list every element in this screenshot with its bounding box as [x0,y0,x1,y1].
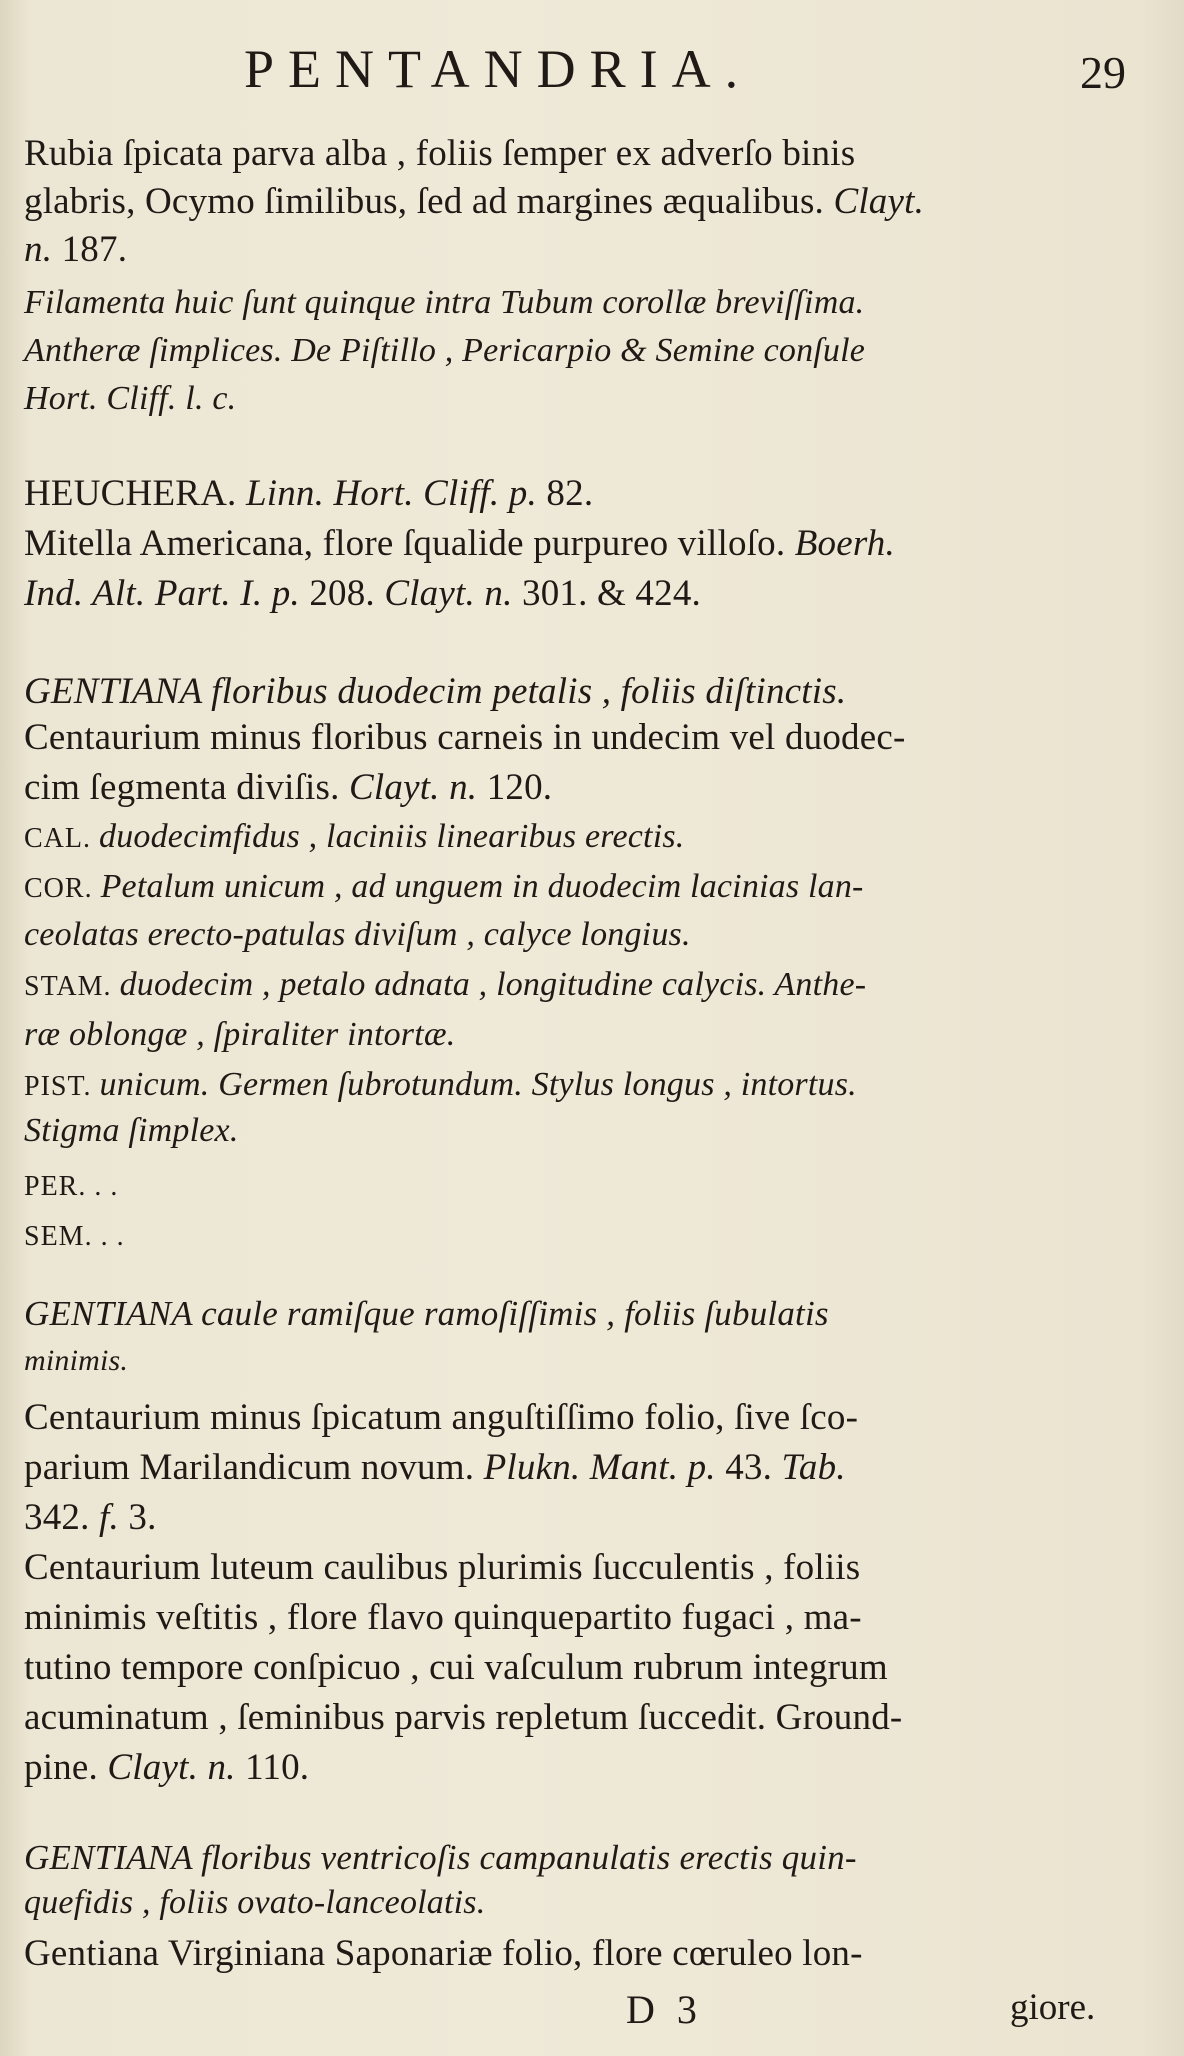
text-line: PER. . . [24,1171,119,1202]
running-head: PENTANDRIA. [244,39,753,99]
text-line: Centaurium minus ſpicatum anguſtiſſimo folio, ſive ſco- [24,1397,859,1438]
text-line: Rubia ſpicata parva alba , foliis ſemper ex adverſo binis [24,133,856,174]
text-line: CAL. duodecimfidus , laciniis linearibus erectis. [24,818,685,855]
text-line: ceolatas erecto-patulas diviſum , calyce longius. [24,916,691,953]
text-line: ræ oblongæ , ſpiraliter intortæ. [24,1016,456,1053]
text-line: GENTIANA floribus duodecim petalis , foliis diſtinctis. [24,671,847,712]
text-line: acuminatum , ſeminibus parvis repletum ſuccedit. Ground- [24,1697,903,1738]
text-line: Gentiana Virginiana Saponariæ folio, flore cœruleo lon- [24,1933,863,1974]
text-line: SEM. . . [24,1221,125,1252]
text-line: STAM. duodecim , petalo adnata , longitudine calycis. Anthe- [24,966,867,1003]
text-line: HEUCHERA. Linn. Hort. Cliff. p. 82. [24,473,594,514]
text-line: Ind. Alt. Part. I. p. 208. Clayt. n. 301. & 424. [24,573,701,614]
text-line: glabris, Ocymo ſimilibus, ſed ad margines æqualibus. Clayt. [24,181,925,222]
text-line: GENTIANA caule ramiſque ramoſiſſimis , foliis ſubulatis [24,1294,829,1333]
text-line: pine. Clayt. n. 110. [24,1747,310,1788]
text-line: minimis. [24,1344,129,1377]
text-line: tutino tempore conſpicuo , cui vaſculum rubrum integrum [24,1647,888,1688]
page-number: 29 [1080,47,1126,98]
text-line: COR. Petalum unicum , ad unguem in duodecim lacinias lan- [24,868,864,905]
text-line: Antheræ ſimplices. De Piſtillo , Pericarpio & Semine conſule [24,332,866,369]
text-line: Filamenta huic ſunt quinque intra Tubum corollæ breviſſima. [24,284,865,321]
text-line: quefidis , foliis ovato-lanceolatis. [24,1884,486,1921]
text-line: Mitella Americana, flore ſqualide purpureo villoſo. Boerh. [24,523,895,564]
text-line: n. 187. [24,229,128,270]
signature-mark: D 3 [626,1987,703,2032]
text-line: cim ſegmenta diviſis. Clayt. n. 120. [24,767,553,808]
text-line: Stigma ſimplex. [24,1112,239,1149]
text-line: PIST. unicum. Germen ſubrotundum. Stylus longus , intortus. [24,1066,857,1103]
text-line: Centaurium minus floribus carneis in undecim vel duodec- [24,717,906,758]
text-line: minimis veſtitis , flore flavo quinquepartito fugaci , ma- [24,1597,862,1638]
text-line: Centaurium luteum caulibus plurimis ſucculentis , foliis [24,1547,861,1588]
text-line: 342. f. 3. [24,1497,157,1538]
catchword: giore. [1010,1987,1096,2028]
text-line: Hort. Cliff. l. c. [24,380,237,417]
text-line: parium Marilandicum novum. Plukn. Mant. p. 43. Tab. [24,1447,846,1488]
text-line: GENTIANA floribus ventricoſis campanulatis erectis quin- [24,1838,857,1877]
